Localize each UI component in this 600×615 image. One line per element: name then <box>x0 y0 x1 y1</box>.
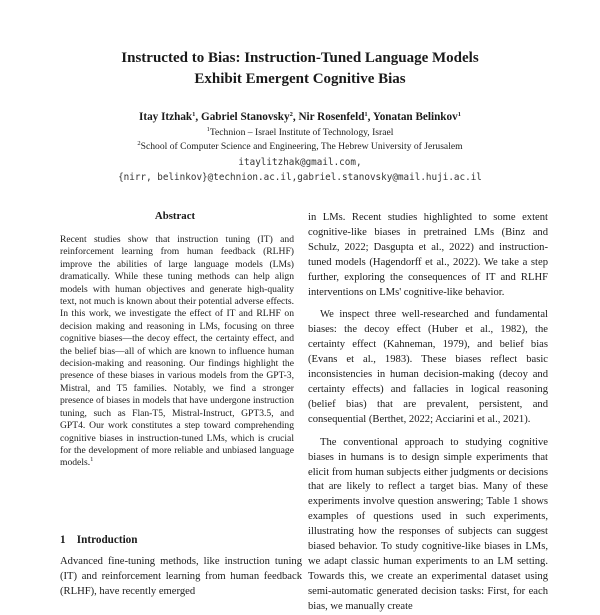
author-list <box>20 110 580 125</box>
affiliation-text: Technion – Israel Institute of Technology, Israel <box>209 127 394 138</box>
abstract-text: Recent studies show that instruction tuning (IT) and reinforcement learning from human feedback (RLHF) improve the abilities of large language models (LMs) dramatically. While these tuning methods can help align models with human objectives and generate high-quality text, not much is known about their potential adverse effects. In this work, we investigate the effect of IT and RLHF on decision making and reasoning in LMs, focusing on three cognitive biases—the decoy effect, the certainty effect, and the belief bias—all of which are known to influence human decision-making and reasoning. Our findings highlight the presence of these biases in various models from the GPT-3, Mistral, and T5 families. Notably, we find a stronger presence of biases in models that have undergone instruction tuning, such as Flan-T5, Mistral-Instruct, GPT3.5, and GPT4. Our work constitutes a step toward comprehending cognitive biases in instruction-tuned LMs, which is crucial for the development of more reliable and unbiased language models. <box>60 234 295 469</box>
author-affil-mark: 1 <box>457 111 461 118</box>
affiliation-1 <box>20 127 580 139</box>
affiliation-2 <box>20 141 580 153</box>
section-number: 1 <box>60 534 66 546</box>
author-affil-mark: 2 <box>289 111 293 118</box>
right-paragraph-3: The conventional approach to studying cognitive biases in humans is to design simple experiments that elicit from human subjects either judgments or decisions that are likely to reflect a target bias. Many of these experiments involve question answering; Table 1 shows examples of questions used in such experiments, illustrating how the responses of subjects can suggest biased behavior. To study cognitive-like biases in LMs, we adapt classic human experiments to an LM setting. Towards this, we create an experimental dataset using semi-automatic generated decision tasks: First, for each bias, we manually create <box>308 436 548 612</box>
author-separator: , <box>367 111 373 123</box>
affiliation-text: School of Computer Science and Engineering, The Hebrew University of Jerusalem <box>140 141 463 152</box>
title-line-2: Exhibit Emergent Cognitive Bias <box>194 71 406 87</box>
right-paragraph-1: in LMs. Recent studies highlighted to some extent cognitive-like biases in pretrained LMs (Binz and Schulz, 2022; Dasgupta et al., 2022) and instruction-tuned models (Hagendorff et al., 2022). We take a step further, exploring the consequences of IT and RLHF interventions on LMs' cognitive-like behavior. <box>308 212 548 298</box>
email-line-1[interactable]: itaylitzhak@gmail.com, <box>238 157 362 168</box>
author-separator: , <box>195 111 201 123</box>
author-separator: , <box>292 111 299 123</box>
author-affil-mark: 1 <box>192 111 196 118</box>
intro-paragraph-left: Advanced fine-tuning methods, like instruction tuning (IT) and reinforcement learning from human feedback (RLHF), have recently emerged <box>60 556 302 597</box>
section-title: Introduction <box>76 534 138 546</box>
abstract-heading: Abstract <box>154 210 196 222</box>
author-name: Yonatan Belinkov <box>372 111 458 123</box>
affiliation-mark: 2 <box>137 140 141 147</box>
title-line-1: Instructed to Bias: Instruction-Tuned Language Models <box>121 50 479 66</box>
author-name: Itay Itzhak <box>139 111 193 123</box>
footnote-mark[interactable]: 1 <box>90 456 94 464</box>
right-paragraph-2: We inspect three well-researched and fundamental biases: the decoy effect (Huber et al., 1982), the certainty effect (Kahneman, 1979), and belief bias (Evans et al., 1983). These biases reflect basic inconsistencies in human decision-making (decoy and certainty effects) and fallacies in logical reasoning (belief bias) that are prevalent, persistent, and consequential (Berthet, 2022; Acciarini et al., 2021). <box>308 309 548 425</box>
section-heading-introduction <box>60 534 294 546</box>
email-line-2[interactable]: {nirr, belinkov}@technion.ac.il,gabriel.stanovsky@mail.huji.ac.il <box>118 172 482 183</box>
affiliation-mark: 1 <box>206 126 210 133</box>
paper-title <box>60 48 540 90</box>
right-column <box>308 211 548 612</box>
author-affil-mark: 1 <box>364 111 368 118</box>
abstract-body <box>60 234 294 470</box>
author-name: Nir Rosenfeld <box>298 111 365 123</box>
author-name: Gabriel Stanovsky <box>201 111 290 123</box>
